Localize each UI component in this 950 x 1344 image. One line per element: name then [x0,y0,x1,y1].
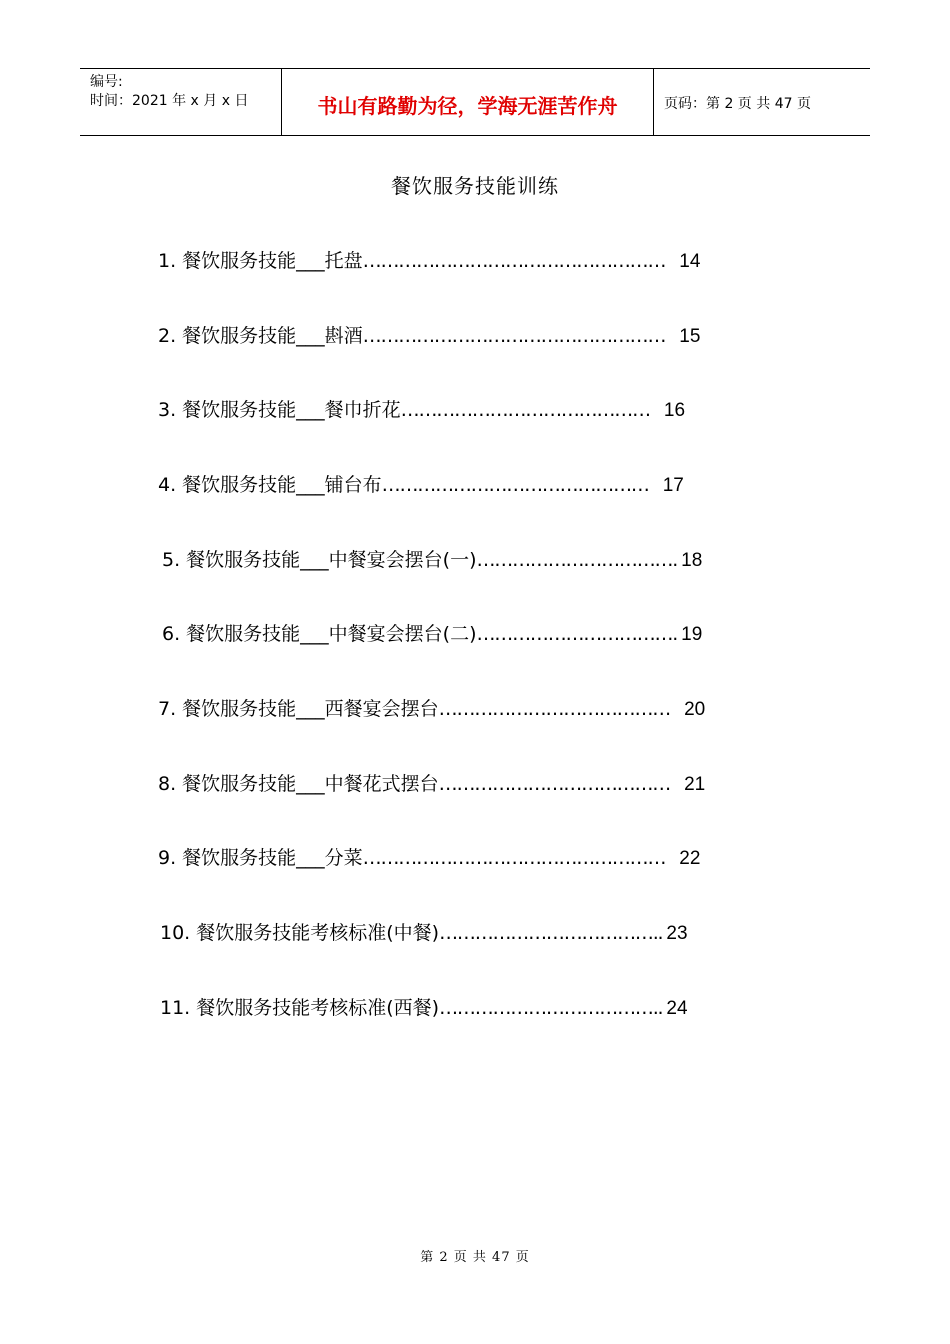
toc-entry-leader: …………………………………………… [362,250,666,272]
toc-entry[interactable] [160,918,688,945]
toc-entry-page: 19 [681,624,703,645]
toc-entry[interactable] [158,246,700,273]
toc-entry[interactable] [162,545,702,572]
toc-entry-text: 3. 餐饮服务技能___餐巾折花 [158,399,401,421]
toc-entry-leader: …………………………………………… [362,325,666,347]
toc-entry-leader: …………………………………… [400,399,650,421]
toc-entry[interactable] [158,470,684,497]
toc-entry[interactable] [158,769,705,796]
toc-entry-text: 4. 餐饮服务技能___铺台布 [158,474,382,496]
page-footer: 第 2 页 共 47 页 [420,1250,530,1265]
toc-entry-text: 1. 餐饮服务技能___托盘 [158,250,363,272]
toc-entry-leader: …………………………………………… [362,847,666,869]
toc-entry[interactable] [158,321,700,348]
toc-entry-text: 6. 餐饮服务技能___中餐宴会摆台(二) [162,623,477,645]
motto-text: 书山有路勤为径，学海无涯苦作舟 [317,93,618,118]
toc-entry[interactable] [158,843,700,870]
toc-entry-page: 21 [684,774,706,795]
toc-entry-page: 16 [663,400,686,421]
toc-entry[interactable] [162,619,702,646]
toc-entry-text: 9. 餐饮服务技能___分菜 [158,847,363,869]
toc-entry[interactable] [160,993,688,1020]
number-label: 编号: [90,74,123,90]
toc-entry-text: 7. 餐饮服务技能___西餐宴会摆台 [158,698,439,720]
header-motto-cell [282,69,654,135]
toc-entry-page: 22 [679,848,701,869]
toc-entry-leader: ……………………………………… [381,474,649,496]
toc-entry-text: 11. 餐饮服务技能考核标准(西餐) [160,997,440,1019]
toc-entry-page: 15 [679,326,701,347]
toc-entry-leader: ……………………………….. [439,997,663,1019]
toc-entry-leader: ……………………………. [476,549,678,571]
time-label: 时间：2021 年 x 月 x 日 [90,93,249,109]
toc-entry-leader: ………………………………… [438,698,671,720]
header-meta-cell [80,69,282,135]
toc-entry-page: 20 [684,699,706,720]
toc-entry-leader: ……………………………. [476,623,678,645]
toc-entry[interactable] [158,395,685,422]
toc-entry-page: 23 [666,923,688,944]
toc-entry-page: 14 [679,251,701,272]
document-title: 餐饮服务技能训练 [391,174,559,198]
page-info: 页码：第 2 页 共 47 页 [664,96,811,112]
toc-entry-page: 17 [662,475,684,496]
header-table [80,68,870,136]
toc-entry-text: 5. 餐饮服务技能___中餐宴会摆台(一) [162,549,477,571]
toc-entry-leader: ……………………………….. [439,922,663,944]
toc-entry-leader: ………………………………… [438,773,671,795]
header-page-cell [654,69,870,135]
toc-entry-page: 24 [666,998,688,1019]
toc-entry-text: 10. 餐饮服务技能考核标准(中餐) [160,922,440,944]
toc-entry-text: 2. 餐饮服务技能___斟酒 [158,325,363,347]
toc-entry-text: 8. 餐饮服务技能___中餐花式摆台 [158,773,439,795]
toc-entry[interactable] [158,694,705,721]
toc-entry-page: 18 [681,550,703,571]
